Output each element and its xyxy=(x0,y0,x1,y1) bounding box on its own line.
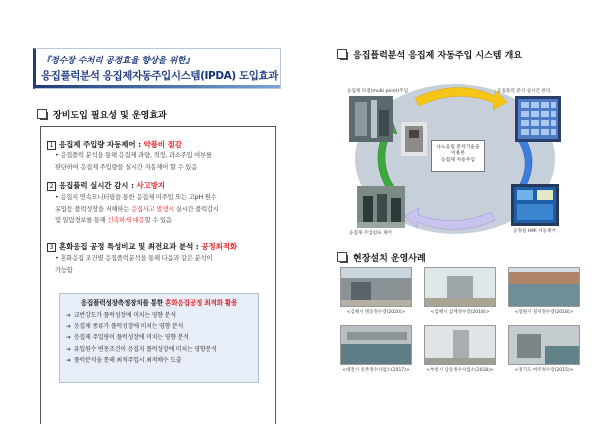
list-item: ➔ 응집제 주입량이 플럭성장에 미치는 영향 분석 xyxy=(66,332,254,343)
arrow-right-icon: ➔ xyxy=(66,312,71,319)
system-diagram xyxy=(345,70,565,244)
pump-body-2 xyxy=(377,194,387,222)
square-bullet-icon xyxy=(337,252,348,263)
arrow-right-icon: ➔ xyxy=(66,334,71,342)
hmi-panel-2 xyxy=(537,190,553,200)
section-heading-overview xyxy=(337,48,522,61)
item-number: 1 xyxy=(47,141,56,150)
basin xyxy=(341,344,412,365)
equipment xyxy=(517,334,541,358)
label-multipoint: 응집제 다점(multi point)주입 xyxy=(347,89,409,94)
site-photo-caption: <경기도 여주정수장(2015)> xyxy=(514,368,574,373)
basin xyxy=(545,346,580,365)
item-line: • 응집플럭 분석을 통해 응집제 과량, 적정, 과소주입 여부를 xyxy=(55,152,212,159)
item-number: 2 xyxy=(47,182,56,191)
item-number: 3 xyxy=(47,243,56,252)
site-photo xyxy=(508,267,580,307)
document-title-line1: 『정수장 수처리 공정효율 향상을 위한』 xyxy=(42,56,195,66)
cabinet xyxy=(453,330,469,360)
item-heading-text: 응집플럭 실시간 감시 : xyxy=(59,181,137,190)
item-line: 유입등 플럭성장을 저해하는 응집사고 발생시 실시간 플럭감시 xyxy=(55,205,219,213)
list-item: ➔ 교반강도가 플럭성장에 미치는 영향 분석 xyxy=(66,310,254,321)
item-heading-text: 응집제 주입량 자동제어 : xyxy=(59,140,144,149)
site-photo-cell xyxy=(340,325,412,373)
photo-pump xyxy=(357,186,405,228)
center-label-line: 나노응집 분석기술을 xyxy=(436,145,480,150)
photo-tank xyxy=(379,110,389,136)
center-label-line: 이용한 xyxy=(451,151,465,157)
site-photo xyxy=(508,325,580,365)
analyzer-window xyxy=(409,130,419,138)
site-photo-caption: <부천시 남동정수사업소(2018)> xyxy=(426,368,494,373)
optimization-box-title: 응집플럭성장측정장치를 통한 혼화응집공정 최적화 활용 xyxy=(80,299,238,307)
square-bullet-icon xyxy=(37,109,48,120)
site-photo xyxy=(424,267,496,307)
photo-multipoint-injection xyxy=(349,96,393,142)
arrow-top xyxy=(415,87,507,110)
item-line: 가능함 xyxy=(55,266,73,274)
center-label-box xyxy=(431,140,485,172)
analyzer-body xyxy=(405,126,423,152)
square-bullet-icon xyxy=(337,49,348,60)
arrow-right-icon: ➔ xyxy=(66,345,71,353)
photo-panel xyxy=(355,102,367,136)
section-heading-text: 응집플럭분석 응집제 자동주입 시스템 개요 xyxy=(353,51,523,61)
section-heading-text: 현장설치 운영사례 xyxy=(353,254,426,264)
site-photo xyxy=(340,325,412,365)
photo-hmi xyxy=(511,184,559,226)
label-floc-monitor: 응집플럭 분석 실시간 관리 xyxy=(497,89,551,94)
document-title-box xyxy=(33,48,281,89)
item-body-2 xyxy=(55,192,273,227)
floor xyxy=(341,300,412,307)
site-photo-cell xyxy=(508,325,580,373)
list-item: ➔ 응집제 종류가 플럭성장에 미치는 영향 분석 xyxy=(66,321,254,332)
item-heading-highlight: 약품비 절감 xyxy=(143,140,182,149)
optimization-list xyxy=(66,310,254,366)
list-item: ➔ 유입원수 변동조건이 응집지 플럭성장에 미치는 영향분석 xyxy=(66,344,254,355)
railing xyxy=(347,332,407,340)
window xyxy=(351,282,371,300)
center-label-line: 응집제 자동주입 xyxy=(441,157,475,163)
site-photo-caption: <창원시 칠서정수장(2018)> xyxy=(514,310,574,315)
section-heading-text: 장비도입 필요성 및 운영효과 xyxy=(53,111,167,121)
site-photo-cell xyxy=(508,267,580,315)
label-pump: 응집제 주입펌프 제어 xyxy=(349,231,392,236)
list-item: ➔ 플럭분석을 통해 최적주입시 최적배수 도출 xyxy=(66,355,254,366)
pump-body-1 xyxy=(363,196,373,222)
item-heading-2 xyxy=(47,180,165,191)
site-photo-cell xyxy=(424,325,496,373)
ground xyxy=(425,298,496,307)
item-line: 판단하여 응집제 주입량을 실시간 자동제어 할 수 있음 xyxy=(55,163,198,171)
floor xyxy=(425,358,496,365)
label-hmi: 공정실 HMI 자동제어 xyxy=(513,229,556,234)
item-body-1 xyxy=(55,150,273,173)
photo-floc-analyzer xyxy=(401,122,427,156)
site-photo-cell xyxy=(340,267,412,315)
photo-pipe xyxy=(371,100,377,138)
content-box xyxy=(40,126,276,424)
arrow-right-icon: ➔ xyxy=(66,323,71,331)
item-heading-3 xyxy=(47,241,237,252)
site-photo-caption: <김해시 삼계정수장(2018)> xyxy=(430,310,490,315)
site-photo xyxy=(340,267,412,307)
basin xyxy=(509,284,580,307)
site-photo-caption: <대전시 송촌정수사업소(2017)> xyxy=(342,368,410,373)
section-heading-sites xyxy=(337,251,426,264)
site-photo-caption: <김해시 명동정수장(2020)> xyxy=(346,310,406,315)
item-heading-highlight: 공정최적화 xyxy=(201,242,238,251)
site-photo xyxy=(424,325,496,365)
item-heading-highlight: 사고방지 xyxy=(136,181,166,190)
pump-body-3 xyxy=(391,198,401,222)
item-line: • 혼화응집 조건별 응집플럭분석을 통해 다음과 같은 분석이 xyxy=(55,255,213,262)
arrow-right-icon: ➔ xyxy=(66,356,71,364)
item-line: 및 알람경보를 통해 신속하게 대응할 수 있음 xyxy=(55,217,172,224)
photo-floc-monitor xyxy=(515,96,561,142)
optimization-box xyxy=(59,293,259,383)
site-photo-cell xyxy=(424,267,496,315)
document-title-line2: 응집플럭분석 응집제자동주입시스템(IPDA) 도입효과 xyxy=(41,70,279,82)
roof xyxy=(509,272,580,284)
arrow-bottom xyxy=(405,208,495,230)
item-body-3 xyxy=(55,253,273,276)
hmi-panel-3 xyxy=(517,204,553,220)
item-line: • 응집지 연속모니터링을 통한 응집제 미주입 또는 고pH 원수 xyxy=(55,194,217,201)
section-heading-needs xyxy=(37,108,167,121)
hmi-panel-1 xyxy=(517,190,533,200)
pump-base xyxy=(357,222,405,228)
item-heading-text: 혼화응집 공정 특성비교 및 최전요과 분석 : xyxy=(59,242,202,251)
item-heading-1 xyxy=(47,139,182,150)
